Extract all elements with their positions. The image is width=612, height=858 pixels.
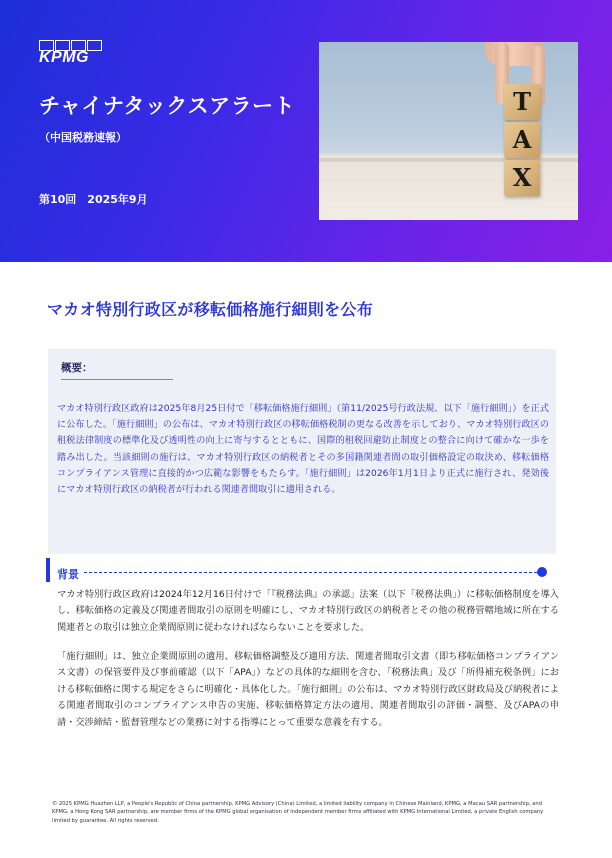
- copyright-footer: © 2025 KPMG Huazhen LLP, a People's Republic of China partnership, KPMG Advisory (China) Limited, a limited liability company in Chinese Mainland, KPMG, a Macau SAR partnership, and KPMG, a Hong Kong SAR partnership, are member firms of the KPMG global organisation of independent member firms affiliated with KPMG International Limited, a private English company limited by guarantee. All rights reserved.: [52, 801, 544, 824]
- body-paragraph-1: マカオ特別行政区政府は2024年12月16日付けで「『税務法典』の承認」法案（以下「税務法典」）に移転価格制度を導入し、移転価格の定義及び関連者間取引の原則を明確にし、マカオ特別行政区の納税者とその他の税務管轄地域に所在する関連者との取引は独立企業間原則に従わなければならないことを要求した。: [57, 589, 559, 633]
- cube-letter: X: [504, 160, 540, 196]
- issue-info: 第10回 2025年9月: [39, 193, 148, 206]
- cube-letter: T: [504, 84, 540, 120]
- body-paragraph-2: 「施行細則」は、独立企業間原則の適用、移転価格調整及び適用方法、関連者間取引文書（即ち移転価格コンプライアンス文書）の保管要件及び事前確認（以下「APA」）などの具体的な細則を含む、「税務法典」及び「所得補充税条例」における移転価格に関する規定をさらに明確化・具体化した。「施行細則」の公布は、マカオ特別行政区財政局及び納税者による関連者間取引のコンプライアンス申告の実施、移転価格算定方法の適用、関連者間取引の評価・調整、及びAPAの申請・交渉締結・監督管理などの業務に対する指導にとって重要な意義を有する。: [57, 651, 559, 728]
- logo-text: KPMG: [39, 49, 89, 66]
- section-dashed-line: [84, 572, 542, 573]
- publication-subtitle: （中国税務速報）: [39, 131, 127, 144]
- summary-divider: [61, 379, 173, 380]
- tax-blocks-photo: [319, 42, 578, 220]
- article-headline: マカオ特別行政区が移転価格施行細則を公布: [47, 300, 374, 319]
- section-accent-bar: [46, 558, 50, 582]
- summary-label: 概要：: [61, 362, 93, 374]
- publication-title: チャイナタックスアラート: [39, 94, 296, 118]
- summary-box: [48, 349, 556, 554]
- cube-letter: A: [504, 122, 540, 158]
- summary-body: マカオ特別行政区政府は2025年8月25日付で「移転価格施行細則」（第11/2025号行政法規、以下「施行細則」）を正式に公布した。「施行細則」の公布は、マカオ特別行政区の移転価格税制の更なる改善を示しており、マカオ特別行政区の租税法律制度の標準化及び透明性の向上に寄与するとともに、国際的租税回避防止制度との整合に向けて確かな一歩を踏み出した。当該細則の施行は、マカオ特別行政区の納税者とその多国籍関連者間の取引価格設定の取決め、移転価格コンプライアンス管理に直接的かつ広範な影響をもたらす。「施行細則」は2026年1月1日より正式に施行され、発効後にマカオ特別行政区の納税者が行われる関連者間取引に適用される。: [57, 404, 549, 496]
- section-end-dot: [537, 567, 547, 577]
- header-banner: [0, 0, 612, 262]
- section-title: 背景: [57, 568, 79, 581]
- kpmg-logo: [39, 40, 103, 66]
- section-heading-background: [46, 558, 556, 584]
